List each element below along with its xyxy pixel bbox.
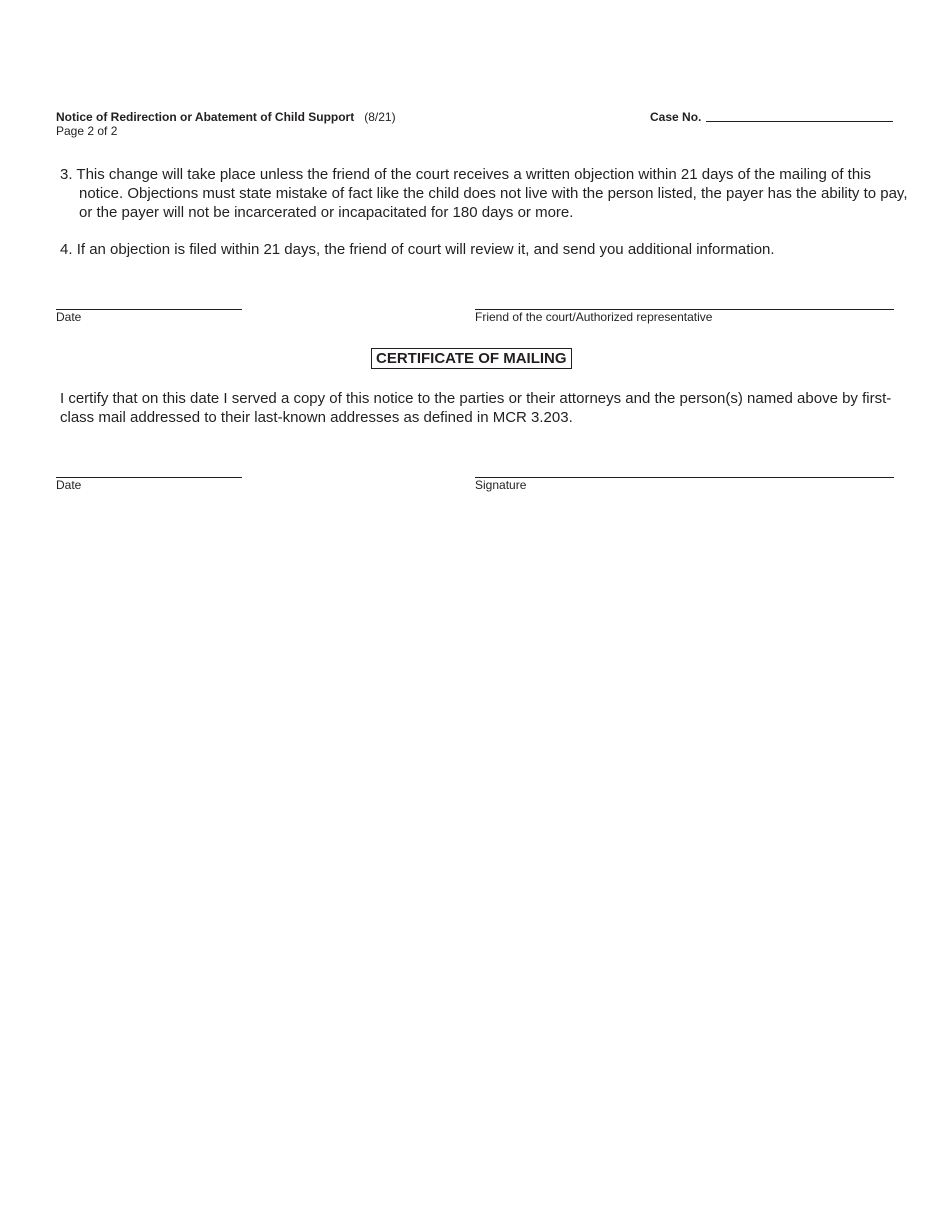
certificate-title: CERTIFICATE OF MAILING (371, 348, 572, 369)
representative-label: Friend of the court/Authorized representative (475, 310, 713, 324)
form-title: Notice of Redirection or Abatement of Child Support (56, 110, 355, 124)
item-3: 3. This change will take place unless the friend of the court receives a written objection within 21 days of the mailing of this notice. Objections must state mistake of fact like the child does not live with the person listed, the payer has the ability to pay, or the payer will not be incarcerated or incapacitated for 180 days or more. (60, 166, 908, 221)
date-label-1: Date (56, 310, 82, 324)
form-version: (8/21) (364, 110, 396, 124)
page-number: Page 2 of 2 (56, 124, 118, 138)
signature-line[interactable] (475, 477, 894, 478)
case-no-label: Case No. (650, 110, 702, 124)
signature-label: Signature (475, 478, 527, 492)
form-header (56, 110, 396, 138)
date-line-1[interactable] (56, 309, 242, 310)
date-label-2: Date (56, 478, 82, 492)
certificate-text: I certify that on this date I served a copy of this notice to the parties or their attorneys and the person(s) named above by first-class mail addressed to their last-known addresses as defined in MCR 3.203. (60, 390, 892, 426)
item-4: 4. If an objection is filed within 21 days, the friend of court will review it, and send you additional information. (60, 241, 775, 258)
case-no-field[interactable] (706, 121, 893, 122)
date-line-2[interactable] (56, 477, 242, 478)
